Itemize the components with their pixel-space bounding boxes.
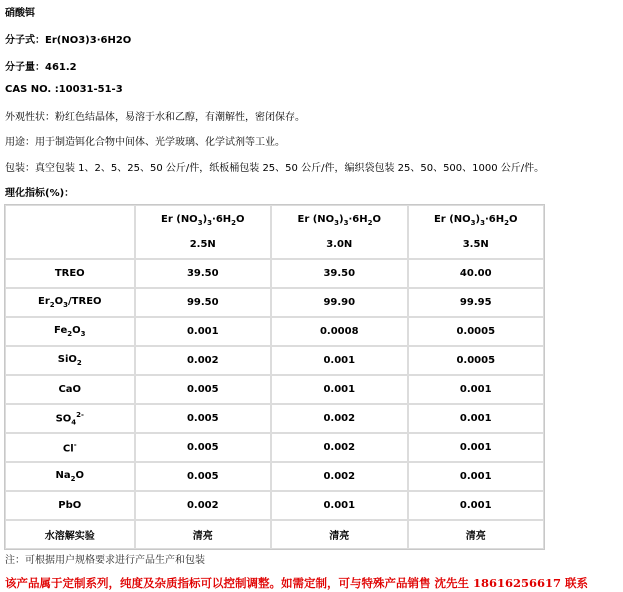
table-cell: 0.002 (135, 491, 271, 520)
appearance-line: 外观性状：粉红色结晶体，易溶于水和乙醇，有潮解性，密闭保存。 (5, 112, 305, 123)
table-row (5, 259, 544, 288)
formula-line: 分子式：Er(NO3)3·6H2O (5, 35, 132, 46)
cas-line: CAS NO. :10031-51-3 (5, 84, 123, 95)
table-cell: 99.50 (135, 288, 271, 317)
table-header-row (5, 205, 544, 259)
header-grade: 2.5N (189, 239, 216, 250)
table-cell: 0.005 (135, 433, 271, 462)
header-cell (135, 205, 271, 259)
table-cell: 0.001 (135, 317, 271, 346)
table-cell: 0.001 (408, 433, 545, 462)
table-cell: 0.001 (271, 375, 407, 404)
usage-line: 用途：用于制造铒化合物中间体、光学玻璃、化学试剂等工业。 (5, 137, 285, 148)
table-row (5, 288, 544, 317)
table-row (5, 520, 544, 549)
table-cell: 0.002 (271, 462, 407, 491)
table-cell: 0.002 (135, 346, 271, 375)
header-formula: Er $(NO_3)_3\cdot 6H_2O$ (433, 214, 518, 227)
table-row (5, 491, 544, 520)
footnote: 注：可根据用户规格要求进行产品生产和包装 (5, 555, 205, 566)
spec-table (4, 204, 545, 550)
table-cell: 0.002 (271, 404, 407, 433)
table-cell: 0.005 (135, 404, 271, 433)
header-cell (408, 205, 545, 259)
table-row (5, 404, 544, 433)
table-cell: 0.001 (408, 404, 545, 433)
header-formula: Er $(NO_3)_3\cdot 6H_2O$ (161, 214, 245, 227)
table-cell: 0.0005 (408, 346, 545, 375)
table-cell: 0.001 (408, 462, 545, 491)
row-label: 水溶解实验 (5, 520, 135, 549)
row-label: CaO (5, 375, 135, 404)
row-label: Cl- (5, 433, 135, 462)
row-label: SiO$_2$ (5, 346, 135, 375)
table-cell: 39.50 (135, 259, 271, 288)
table-cell: 0.001 (408, 491, 545, 520)
header-cell (271, 205, 407, 259)
table-row (5, 462, 544, 491)
table-cell: 0.001 (408, 375, 545, 404)
table-cell: 0.005 (135, 375, 271, 404)
table-cell: 清亮 (271, 520, 407, 549)
table-cell: 0.001 (271, 346, 407, 375)
header-formula: Er $(NO_3)_3\cdot 6H_2O$ (297, 214, 382, 227)
table-cell: 0.002 (271, 433, 407, 462)
header-blank-cell (5, 205, 135, 259)
row-label: $Na_2O$ (5, 462, 135, 491)
table-cell: 0.005 (135, 462, 271, 491)
row-label: $SO_4^{2-}$ (5, 404, 135, 433)
row-label: $Er_2O_3$/TREO (5, 288, 135, 317)
header-grade: 3.0N (326, 239, 353, 250)
product-title: 硝酸铒 (5, 8, 35, 19)
spec-label: 理化指标(%)： (5, 188, 75, 199)
row-label: PbO (5, 491, 135, 520)
table-cell: 0.0005 (408, 317, 545, 346)
table-cell: 99.90 (271, 288, 407, 317)
table-cell: 清亮 (135, 520, 271, 549)
weight-line: 分子量：461.2 (5, 62, 77, 73)
row-label: $Fe_2O_3$ (5, 317, 135, 346)
table-cell: 0.001 (271, 491, 407, 520)
packing-line: 包装：真空包装 1、2、5、25、50 公斤/件，纸板桶包装 25、50 公斤/件，编织袋包装 25、50、500、1000 公斤/件。 (5, 163, 545, 174)
table-cell: 0.0008 (271, 317, 407, 346)
table-row (5, 346, 544, 375)
custom-order-notice: 该产品属于定制系列，纯度及杂质指标可以控制调整。如需定制，可与特殊产品销售 沈先生 18616256617 联系 (5, 576, 589, 590)
row-label: TREO (5, 259, 135, 288)
table-cell: 39.50 (271, 259, 407, 288)
table-row (5, 317, 544, 346)
table-cell: 99.95 (408, 288, 545, 317)
table-row (5, 433, 544, 462)
table-cell: 清亮 (408, 520, 545, 549)
header-grade: 3.5N (462, 239, 489, 250)
table-cell: 40.00 (408, 259, 545, 288)
table-row (5, 375, 544, 404)
